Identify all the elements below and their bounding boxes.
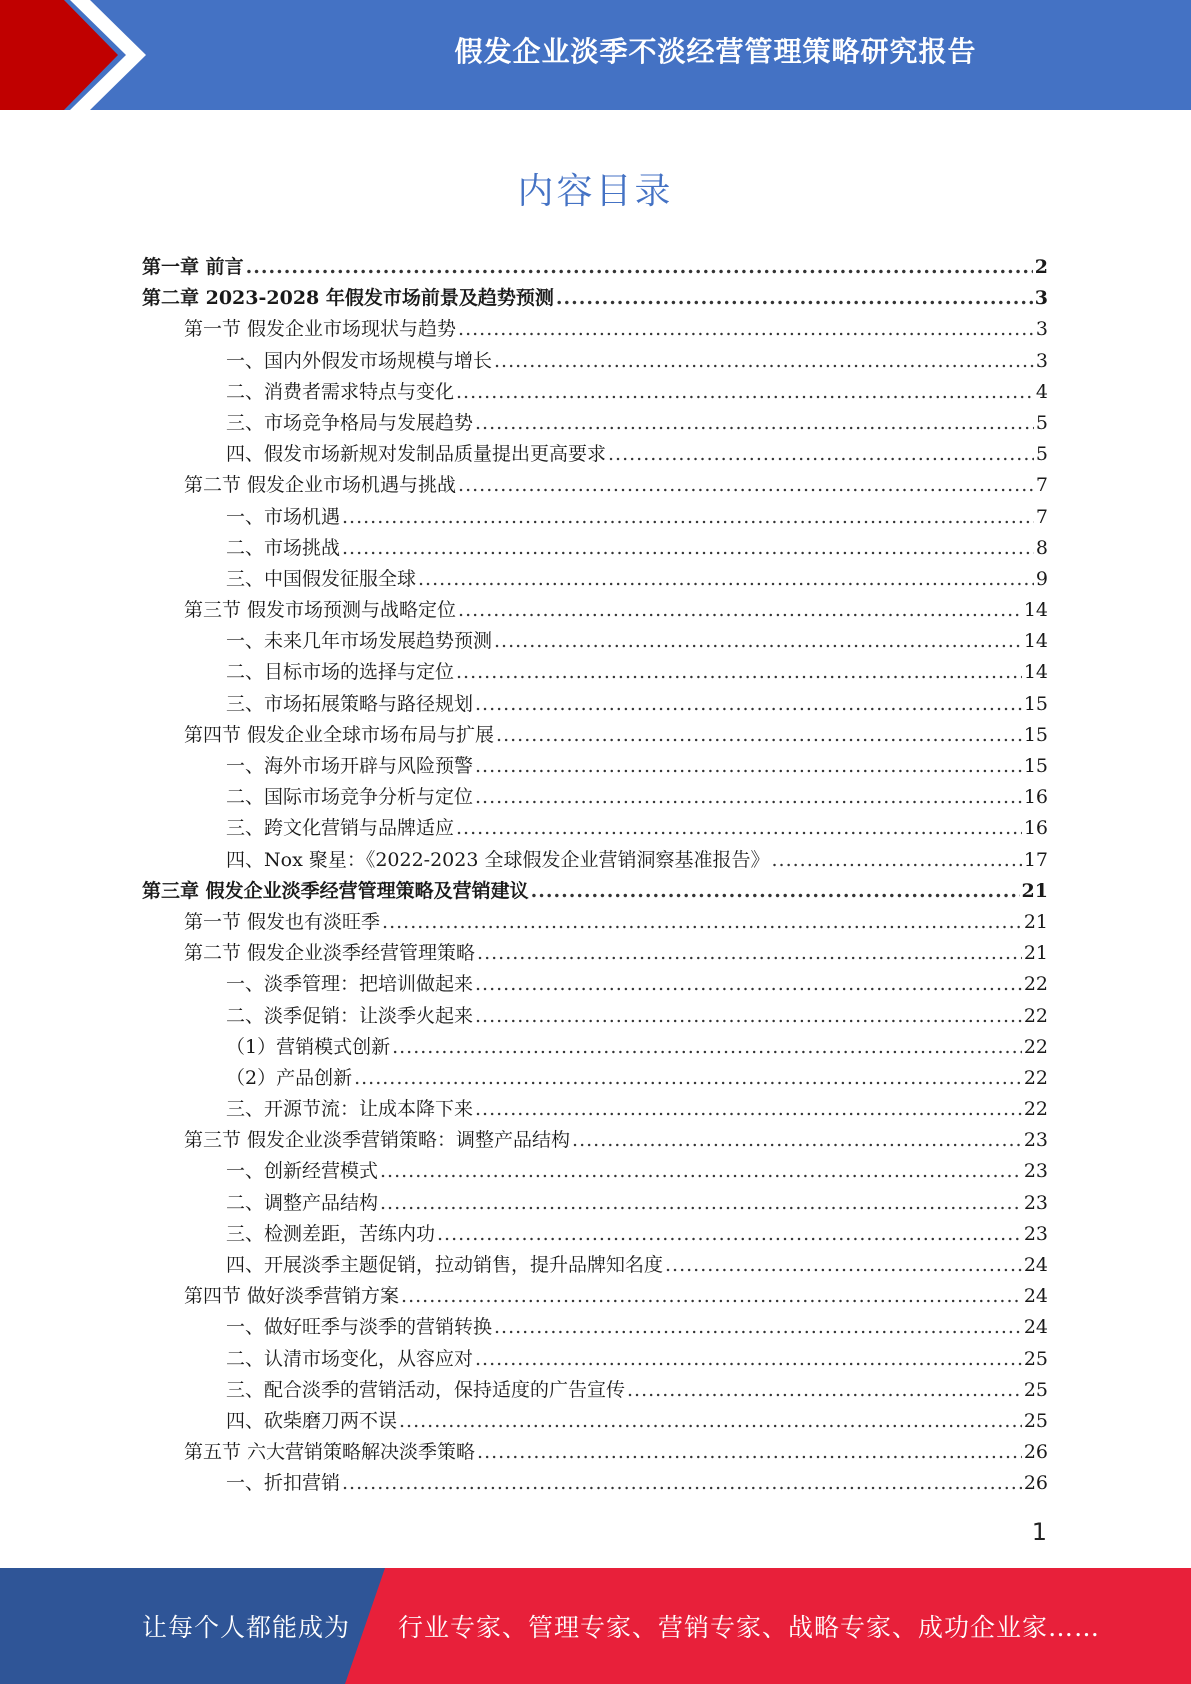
toc-entry-label: 一、淡季管理：把培训做起来	[226, 973, 474, 996]
toc-entry[interactable]	[142, 1094, 1048, 1125]
toc-entry-page: 4	[1035, 380, 1048, 403]
toc-entry[interactable]	[142, 1156, 1048, 1187]
toc-leader-dots	[475, 1344, 1022, 1375]
toc-entry-page: 26	[1023, 1472, 1048, 1495]
toc-entry[interactable]	[142, 564, 1048, 595]
toc-entry-label: 第五节 六大营销策略解决淡季策略	[184, 1441, 476, 1464]
toc-entry-label: 二、淡季促销：让淡季火起来	[226, 1004, 474, 1027]
toc-leader-dots	[496, 720, 1022, 751]
toc-leader-dots	[458, 595, 1022, 626]
toc-entry-page: 14	[1023, 630, 1048, 653]
toc-entry[interactable]	[142, 502, 1048, 533]
toc-entry-page: 23	[1023, 1191, 1048, 1214]
toc-entry[interactable]	[142, 1063, 1048, 1094]
toc-entry[interactable]	[142, 346, 1048, 377]
toc-entry-page: 26	[1023, 1441, 1048, 1464]
toc-leader-dots	[572, 1125, 1022, 1156]
toc-leader-dots	[772, 845, 1022, 876]
toc-entry-label: 第一章 前言	[142, 256, 244, 278]
toc-entry-page: 3	[1034, 287, 1048, 310]
toc-leader-dots	[354, 1063, 1022, 1094]
toc-entry-page: 22	[1023, 1098, 1048, 1121]
toc-entry-label: 一、未来几年市场发展趋势预测	[226, 630, 493, 653]
toc-entry-label: 三、市场竞争格局与发展趋势	[226, 411, 474, 434]
toc-entry[interactable]	[142, 1344, 1048, 1375]
toc-entry[interactable]	[142, 1437, 1048, 1468]
toc-leader-dots	[475, 969, 1022, 1000]
toc-entry-page: 22	[1023, 1066, 1048, 1089]
toc-entry[interactable]	[142, 689, 1048, 720]
toc-entry-label: 一、折扣营销	[226, 1472, 341, 1495]
toc-entry-page: 25	[1023, 1409, 1048, 1432]
toc-entry[interactable]	[142, 595, 1048, 626]
toc-entry-page: 25	[1023, 1347, 1048, 1370]
toc-entry-label: 第四节 假发企业全球市场布局与扩展	[184, 723, 495, 746]
toc-leader-dots	[456, 657, 1022, 688]
toc-leader-dots	[418, 564, 1034, 595]
toc-entry-page: 9	[1035, 567, 1048, 590]
page-header	[0, 0, 1191, 110]
toc-entry-page: 24	[1023, 1254, 1048, 1276]
toc-entry-label: 四、砍柴磨刀两不误	[226, 1409, 398, 1432]
toc-entry[interactable]	[142, 283, 1048, 314]
toc-leader-dots	[475, 408, 1034, 439]
toc-entry-page: 21	[1023, 942, 1048, 965]
toc-entry-page: 23	[1023, 1222, 1048, 1245]
toc-entry-label: 第二节 假发企业淡季经营管理策略	[184, 942, 476, 965]
toc-entry[interactable]	[142, 533, 1048, 564]
toc-entry[interactable]	[142, 876, 1048, 907]
toc-leader-dots	[246, 252, 1033, 283]
toc-entry-label: 三、配合淡季的营销活动，保持适度的广告宣传	[226, 1378, 626, 1401]
toc-entry[interactable]	[142, 626, 1048, 657]
toc-leader-dots	[342, 502, 1034, 533]
toc-entry-label: 二、国际市场竞争分析与定位	[226, 786, 474, 809]
toc-leader-dots	[475, 782, 1022, 813]
toc-entry-label: 一、海外市场开辟与风险预警	[226, 755, 474, 777]
toc-leader-dots	[380, 1156, 1022, 1187]
toc-entry-page: 21	[1023, 910, 1048, 933]
toc-entry-page: 16	[1023, 786, 1048, 809]
toc-entry-label: 二、目标市场的选择与定位	[226, 661, 455, 684]
toc-entry[interactable]	[142, 845, 1048, 876]
toc-entry-page: 22	[1023, 1004, 1048, 1027]
toc-entry[interactable]	[142, 377, 1048, 408]
toc-entry-label: 三、开源节流：让成本降下来	[226, 1098, 474, 1121]
toc-entry[interactable]	[142, 314, 1048, 345]
toc-leader-dots	[380, 1188, 1022, 1219]
toc-leader-dots	[475, 689, 1022, 720]
toc-entry[interactable]	[142, 439, 1048, 470]
toc-leader-dots	[342, 1468, 1022, 1499]
toc-leader-dots	[342, 533, 1034, 564]
toc-entry[interactable]	[142, 1219, 1048, 1250]
toc-entry[interactable]	[142, 657, 1048, 688]
toc-entry-label: 第三节 假发市场预测与战略定位	[184, 599, 457, 622]
toc-entry-page: 15	[1023, 755, 1048, 777]
toc-entry-label: 第三章 假发企业淡季经营管理策略及营销建议	[142, 879, 529, 902]
toc-entry-label: 二、调整产品结构	[226, 1191, 379, 1214]
toc-entry-label: 一、国内外假发市场规模与增长	[226, 349, 493, 372]
toc-entry-page: 22	[1023, 1035, 1048, 1058]
toc-leader-dots	[665, 1250, 1022, 1281]
toc-entry[interactable]	[142, 1032, 1048, 1063]
toc-entry-page: 5	[1035, 411, 1048, 434]
toc-entry-page: 3	[1035, 349, 1048, 372]
footer-slogan-right: 行业专家、管理专家、营销专家、战略专家、成功企业家……	[398, 1613, 1101, 1642]
toc-entry-label: 三、市场拓展策略与路径规划	[226, 692, 474, 715]
table-of-contents	[142, 252, 1048, 1500]
toc-entry-page: 15	[1023, 723, 1048, 746]
toc-entry-page: 16	[1023, 817, 1048, 840]
chevron-arrow-icon	[0, 0, 160, 110]
toc-entry-label: 第二节 假发企业市场机遇与挑战	[184, 474, 457, 497]
toc-entry[interactable]	[142, 1001, 1048, 1032]
toc-leader-dots	[458, 314, 1034, 345]
toc-entry-label: 一、创新经营模式	[226, 1160, 379, 1183]
toc-entry[interactable]	[142, 782, 1048, 813]
toc-leader-dots	[475, 1001, 1022, 1032]
toc-entry[interactable]	[142, 1281, 1048, 1312]
toc-leader-dots	[494, 626, 1022, 657]
toc-leader-dots	[456, 813, 1022, 844]
toc-entry-label: 第三节 假发企业淡季营销策略：调整产品结构	[184, 1129, 571, 1152]
toc-entry-label: 第一节 假发也有淡旺季	[184, 910, 381, 933]
toc-entry[interactable]	[142, 1468, 1048, 1499]
toc-entry-page: 14	[1023, 661, 1048, 684]
toc-leader-dots	[494, 346, 1034, 377]
toc-leader-dots	[475, 751, 1022, 782]
toc-entry-page: 24	[1023, 1285, 1048, 1308]
toc-leader-dots	[392, 1032, 1022, 1063]
toc-entry[interactable]	[142, 813, 1048, 844]
toc-entry-label: （2）产品创新	[226, 1066, 353, 1089]
toc-entry-label: 第一节 假发企业市场现状与趋势	[184, 318, 457, 341]
toc-entry[interactable]	[142, 720, 1048, 751]
toc-entry[interactable]	[142, 1188, 1048, 1219]
toc-leader-dots	[382, 907, 1022, 938]
footer-slogan-left: 让每个人都能成为	[142, 1613, 351, 1642]
toc-entry-page: 25	[1023, 1378, 1048, 1401]
toc-entry-page: 21	[1021, 879, 1048, 902]
toc-entry[interactable]	[142, 1375, 1048, 1406]
toc-entry-label: 三、中国假发征服全球	[226, 567, 417, 590]
toc-leader-dots	[477, 938, 1022, 969]
toc-entry[interactable]	[142, 1406, 1048, 1437]
toc-entry-label: 四、Nox 聚星：《2022-2023 全球假发企业营销洞察基准报告》	[226, 848, 770, 871]
toc-entry[interactable]	[142, 907, 1048, 938]
toc-leader-dots	[608, 439, 1034, 470]
toc-leader-dots	[556, 283, 1033, 314]
toc-heading: 内容目录	[517, 171, 674, 212]
toc-entry-label: 第四节 做好淡季营销方案	[184, 1285, 400, 1308]
toc-entry-page: 8	[1035, 536, 1048, 559]
toc-entry[interactable]	[142, 1125, 1048, 1156]
toc-entry-label: 三、检测差距，苦练内功	[226, 1222, 436, 1245]
toc-leader-dots	[477, 1437, 1022, 1468]
toc-entry[interactable]	[142, 1250, 1048, 1281]
toc-entry-page: 7	[1035, 505, 1048, 528]
toc-entry-page: 24	[1023, 1316, 1048, 1339]
toc-entry-page: 5	[1035, 443, 1048, 466]
toc-leader-dots	[531, 876, 1020, 907]
toc-entry-label: 四、开展淡季主题促销，拉动销售，提升品牌知名度	[226, 1254, 664, 1276]
toc-entry-page: 2	[1034, 256, 1048, 278]
toc-entry-label: 一、市场机遇	[226, 505, 341, 528]
toc-entry-page: 22	[1023, 973, 1048, 996]
toc-entry[interactable]	[142, 938, 1048, 969]
toc-entry[interactable]	[142, 470, 1048, 501]
toc-entry-page: 23	[1023, 1129, 1048, 1152]
toc-entry-label: 第二章 2023-2028 年假发市场前景及趋势预测	[142, 287, 554, 310]
toc-leader-dots	[437, 1219, 1022, 1250]
toc-leader-dots	[458, 470, 1034, 501]
toc-entry-page: 7	[1035, 474, 1048, 497]
toc-leader-dots	[399, 1406, 1022, 1437]
toc-leader-dots	[401, 1281, 1022, 1312]
toc-leader-dots	[494, 1312, 1022, 1343]
toc-entry[interactable]	[142, 252, 1048, 283]
report-title: 假发企业淡季不淡经营管理策略研究报告	[454, 35, 977, 68]
toc-entry[interactable]	[142, 751, 1048, 782]
toc-entry[interactable]	[142, 969, 1048, 1000]
page-footer	[0, 1568, 1191, 1684]
toc-entry-page: 23	[1023, 1160, 1048, 1183]
toc-entry-page: 17	[1023, 848, 1048, 871]
toc-entry-label: 二、认清市场变化，从容应对	[226, 1347, 474, 1370]
toc-entry[interactable]	[142, 408, 1048, 439]
toc-entry-label: 二、市场挑战	[226, 536, 341, 559]
toc-entry-page: 3	[1035, 318, 1048, 341]
toc-leader-dots	[475, 1094, 1022, 1125]
toc-entry-label: 二、消费者需求特点与变化	[226, 380, 455, 403]
toc-leader-dots	[627, 1375, 1022, 1406]
toc-entry-label: 一、做好旺季与淡季的营销转换	[226, 1316, 493, 1339]
toc-entry-label: 四、假发市场新规对发制品质量提出更高要求	[226, 443, 607, 466]
toc-entry-page: 15	[1023, 692, 1048, 715]
toc-entry[interactable]	[142, 1312, 1048, 1343]
page-number: 1	[1031, 1518, 1047, 1546]
toc-entry-page: 14	[1023, 599, 1048, 622]
toc-leader-dots	[456, 377, 1034, 408]
toc-entry-label: 三、跨文化营销与品牌适应	[226, 817, 455, 840]
toc-entry-label: （1）营销模式创新	[226, 1035, 391, 1058]
